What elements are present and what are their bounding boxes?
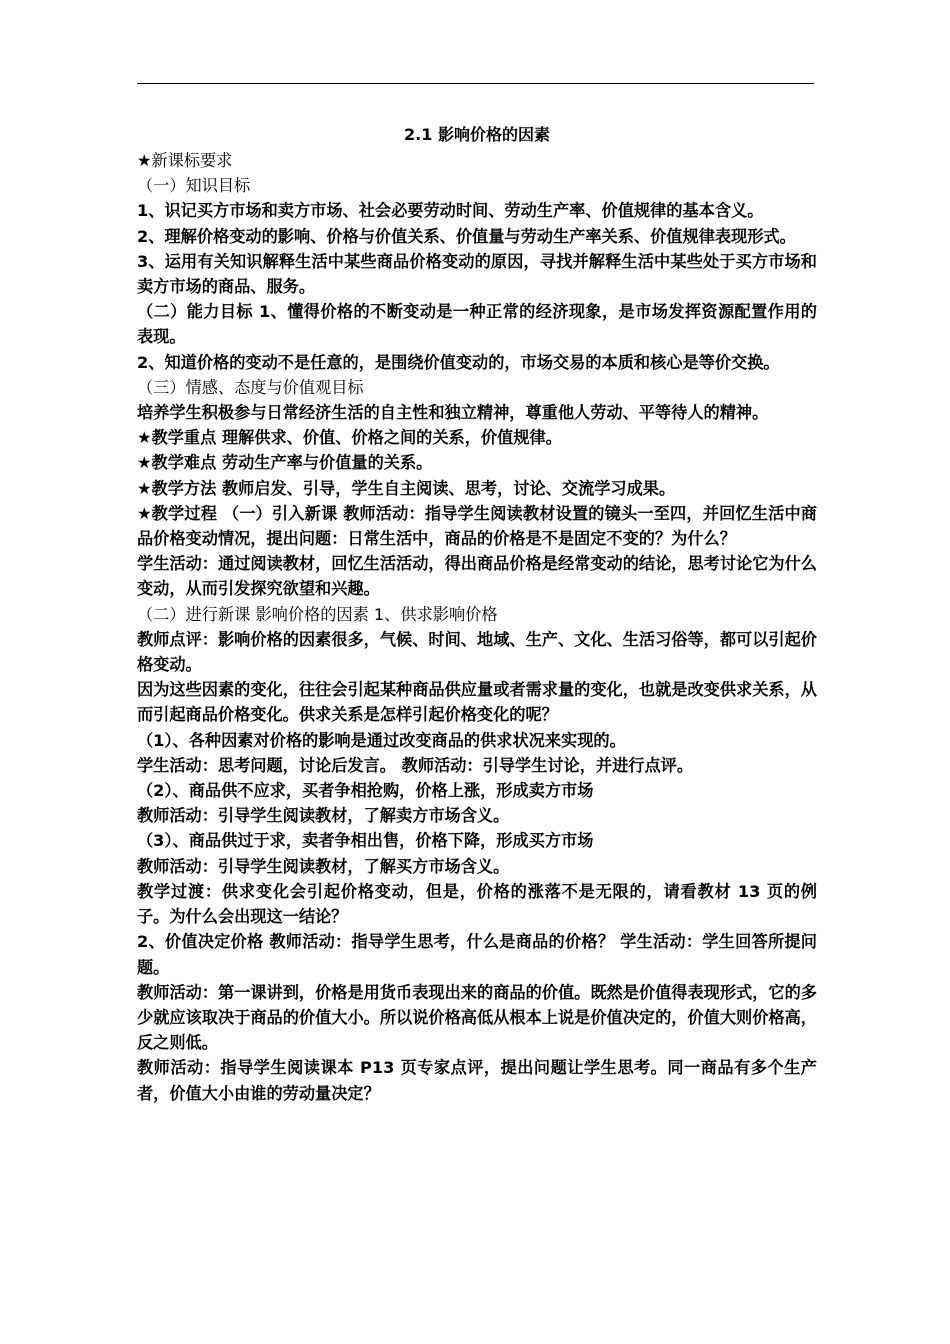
paragraph: 2、价值决定价格 教师活动：指导学生思考，什么是商品的价格？ 学生活动：学生回答所提问题。 [137, 932, 817, 977]
teaching-method: ★教学方法 教师启发、引导，学生自主阅读、思考，讨论、交流学习成果。 [137, 478, 676, 498]
paragraph: 教师活动：指导学生阅读课本 P13 页专家点评，提出问题让学生思考。同一商品有多个生产者，价值大小由谁的劳动量决定？ [137, 1058, 817, 1103]
paragraph: 2、知道价格的变动不是任意的，是围绕价值变动的，市场交易的本质和核心是等价交换。 [137, 352, 780, 372]
paragraph: 教师活动：第一课讲到，价格是用货币表现出来的商品的价值。既然是价值得表现形式，它的多少就应该取决于商品的价值大小。所以说价格高低从根本上说是价值决定的，价值大则价格高，反之则低。 [137, 982, 817, 1053]
list-item: （2）、商品供不应求，买者争相抢购，价格上涨，形成卖方市场 [137, 781, 594, 801]
section-heading-standards: ★新课标要求 [137, 151, 233, 170]
paragraph: 2、理解价格变动的影响、价格与价值关系、价值量与劳动生产率关系、价值规律表现形式。 [137, 226, 796, 246]
paragraph: 3、运用有关知识解释生活中某些商品价格变动的原因，寻找并解释生活中某些处于买方市场和卖方市场的商品、服务。 [137, 251, 817, 297]
paragraph: 1、识记买方市场和卖方市场、社会必要劳动时间、劳动生产率、价值规律的基本含义。 [137, 201, 764, 221]
paragraph: （二）能力目标 1、懂得价格的不断变动是一种正常的经济现象，是市场发挥资源配置作用的表现。 [137, 302, 817, 347]
teaching-difficulty: ★教学难点 劳动生产率与价值量的关系。 [137, 453, 433, 473]
teaching-focus: ★教学重点 理解供求、价值、价格之间的关系，价值规律。 [137, 428, 562, 448]
subheading-values-goal: （三）情感、态度与价值观目标 [137, 377, 364, 397]
list-item: （3）、商品供过于求，卖者争相出售，价格下降，形成买方市场 [137, 831, 594, 851]
paragraph: 教师活动：引导学生阅读教材，了解卖方市场含义。 [137, 806, 510, 826]
paragraph: 学生活动：思考问题，讨论后发言。 教师活动：引导学生讨论，并进行点评。 [137, 755, 694, 775]
paragraph: 学生活动：通过阅读教材，回忆生活活动，得出商品价格是经常变动的结论，思考讨论它为什么变动，从而引发探究欲望和兴趣。 [137, 554, 817, 599]
document-body [137, 122, 817, 1106]
paragraph: 教师点评：影响价格的因素很多，气候、时间、地域、生产、文化、生活习俗等，都可以引起价格变动。 [137, 629, 817, 675]
paragraph: 因为这些因素的变化，往往会引起某种商品供应量或者需求量的变化，也就是改变供求关系，从而引起商品价格变化。供求关系是怎样引起价格变化的呢？ [137, 680, 817, 725]
paragraph: 教师活动：引导学生阅读教材，了解买方市场含义。 [137, 856, 510, 876]
document-title: 2.1 影响价格的因素 [404, 125, 550, 144]
paragraph: 教学过渡：供求变化会引起价格变动，但是，价格的涨落不是无限的，请看教材 13 页的例子。为什么会出现这一结论？ [137, 881, 817, 927]
header-rule [137, 83, 814, 84]
paragraph: 培养学生积极参与日常经济生活的自主性和独立精神，尊重他人劳动、平等待人的精神。 [137, 403, 769, 423]
list-item: （1）、各种因素对价格的影响是通过改变商品的供求状况来实现的。 [137, 730, 626, 750]
teaching-process: ★教学过程 （一）引入新课 教师活动：指导学生阅读教材设置的镜头一至四，并回忆生活中商品价格变动情况，提出问题：日常生活中，商品的价格是不是固定不变的？为什么？ [137, 503, 817, 549]
subheading-new-lesson: （二）进行新课 影响价格的因素 1、供求影响价格 [137, 604, 498, 624]
subheading-knowledge-goal: （一）知识目标 [137, 176, 251, 196]
